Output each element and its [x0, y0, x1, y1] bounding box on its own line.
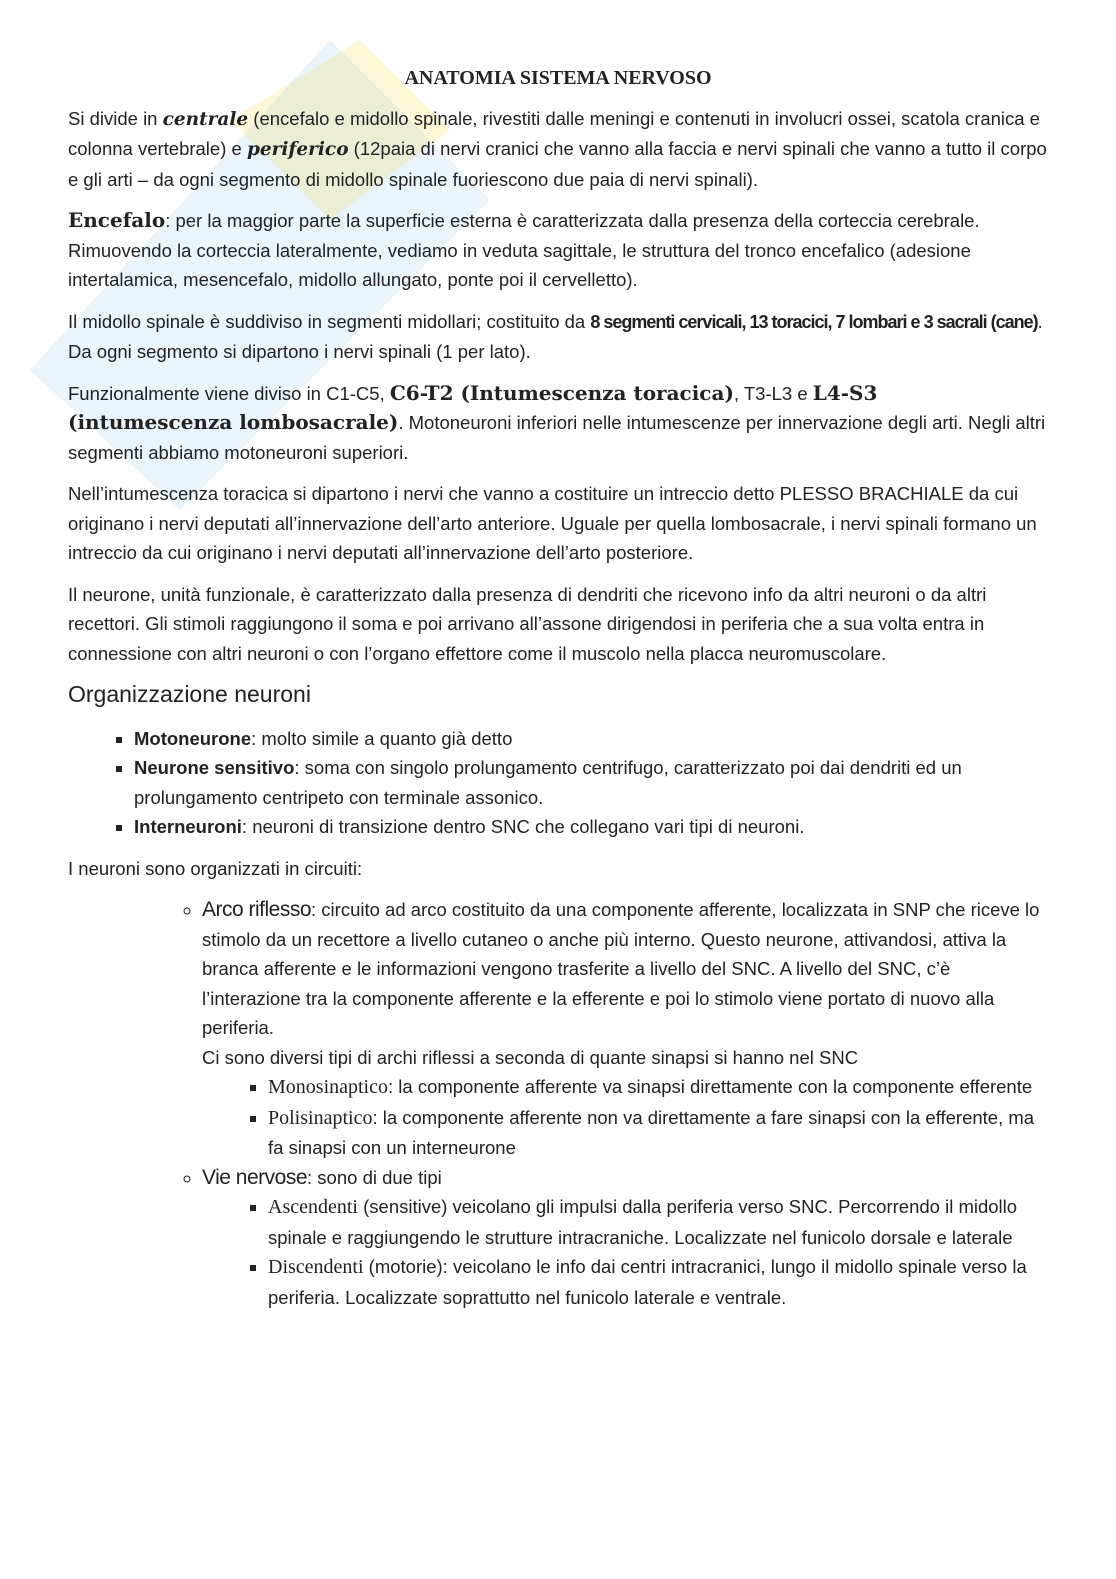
circuit-list [68, 895, 1048, 1312]
paragraph-intro: Si divide in centrale (encefalo e midollo spinale, rivestiti dalle meningi e contenuti in involucri ossei, scatola cranica e colonna vertebrale) e periferico (12paia di nervi cranici che vanno alla faccia e nervi spinali che vanno a tutto il corpo e gli arti – da ogni segmento di midollo spinale fuoriescono due paia di nervi spinali). [68, 107, 1047, 190]
section-heading: Organizzazione neuroni [68, 681, 311, 707]
list-item: ▪ Discendenti (motorie): veicolano le info dai centri intracranici, lungo il midollo spinale verso la periferia. Localizzate soprattutto nel funicolo laterale e ventrale. [268, 1252, 1048, 1312]
page-title: ANATOMIA SISTEMA NERVOSO [404, 67, 712, 89]
paragraph-neurone: Il neurone, unità funzionale, è caratterizzato dalla presenza di dendriti che ricevono info da altri neuroni o da altri recettori. Gli stimoli raggiungono il soma e poi arrivano all’assone dirigendosi in periferia che a sua volta entra in connessione con altri neuroni o con l’organo effettore come il muscolo nella placca neuromuscolare. [68, 583, 987, 664]
list-item: ▪ Interneuroni: neuroni di transizione dentro SNC che collegano vari tipi di neuroni. [134, 812, 1048, 842]
paragraph-circuiti: I neuroni sono organizzati in circuiti: [68, 857, 363, 879]
list-item: ◦ Arco riflesso: circuito ad arco costituito da una componente afferente, localizzata in SNP che riceve lo stimolo da un recettore a livello cutaneo o anche più interno. Questo neurone, attivandosi, attiva la branca afferente e le informazioni vengono trasferite a livello del SNC. A livello del SNC, c’è l’interazione tra la componente afferente e la efferente e poi lo stimolo viene portato di nuovo alla periferia. Ci sono diversi tipi di archi riflessi a seconda di quante sinapsi si hanno nel SNC ▪ Monosinaptico: la componente afferente va sinapsi direttamente con la componente efferente ▪ Polisinaptico: la componente afferente non va direttamente a fare sinapsi con la efferente, ma fa sinapsi con un interneurone [202, 895, 1048, 1163]
list-item: ◦ Vie nervose: sono di due tipi ▪ Ascendenti (sensitive) veicolano gli impulsi dalla periferia verso SNC. Percorrendo il midollo spinale e raggiungendo le strutture intracraniche. Localizzate nel funicolo dorsale e laterale ▪ Discendenti (motorie): veicolano le info dai centri intracranici, lungo il midollo spinale verso la periferia. Localizzate soprattutto nel funicolo laterale e ventrale. [202, 1163, 1048, 1313]
list-item: ▪ Motoneurone: molto simile a quanto già detto [134, 724, 1048, 754]
list-item: ▪ Polisinaptico: la componente afferente non va direttamente a fare sinapsi con la efferente, ma fa sinapsi con un interneurone [268, 1103, 1048, 1163]
paragraph-encefalo: Encefalo: per la maggior parte la superficie esterna è caratterizzata dalla presenza della corteccia cerebrale. Rimuovendo la corteccia lateralmente, vediamo in veduta sagittale, le struttura del tronco encefalico (adesione intertalamica, mesencefalo, midollo allungato, ponte poi il cervelletto). [68, 208, 980, 290]
list-item: ▪ Monosinaptico: la componente afferente va sinapsi direttamente con la componente efferente [268, 1072, 1048, 1103]
list-item: ▪ Neurone sensitivo: soma con singolo prolungamento centrifugo, caratterizzato poi dai dendriti ed un prolungamento centripeto con terminale assonico. [134, 753, 1048, 812]
neuron-list [68, 724, 1048, 842]
paragraph-plesso: Nell’intumescenza toracica si dipartono i nervi che vanno a costituire un intreccio detto PLESSO BRACHIALE da cui originano i nervi deputati all’innervazione dell’arto anteriore. Uguale per quella lombosacrale, i nervi spinali formano un intreccio da cui originano i nervi deputati all’innervazione dell’arto posteriore. [68, 483, 1037, 563]
list-item: ▪ Ascendenti (sensitive) veicolano gli impulsi dalla periferia verso SNC. Percorrendo il midollo spinale e raggiungendo le strutture intracraniche. Localizzate nel funicolo dorsale e laterale [268, 1192, 1048, 1252]
paragraph-midollo: Il midollo spinale è suddiviso in segmenti midollari; costituito da 8 segmenti cervicali, 13 toracici, 7 lombari e 3 sacrali (cane). Da ogni segmento si dipartono i nervi spinali (1 per lato). [68, 310, 1043, 362]
paragraph-funzionale: Funzionalmente viene diviso in C1-C5, C6-T2 (Intumescenza toracica), T3-L3 e L4-S3 (intumescenza lombosacrale). Motoneuroni inferiori nelle intumescenze per innervazione degli arti. Negli altri segmenti abbiamo motoneuroni superiori. [68, 380, 1046, 463]
